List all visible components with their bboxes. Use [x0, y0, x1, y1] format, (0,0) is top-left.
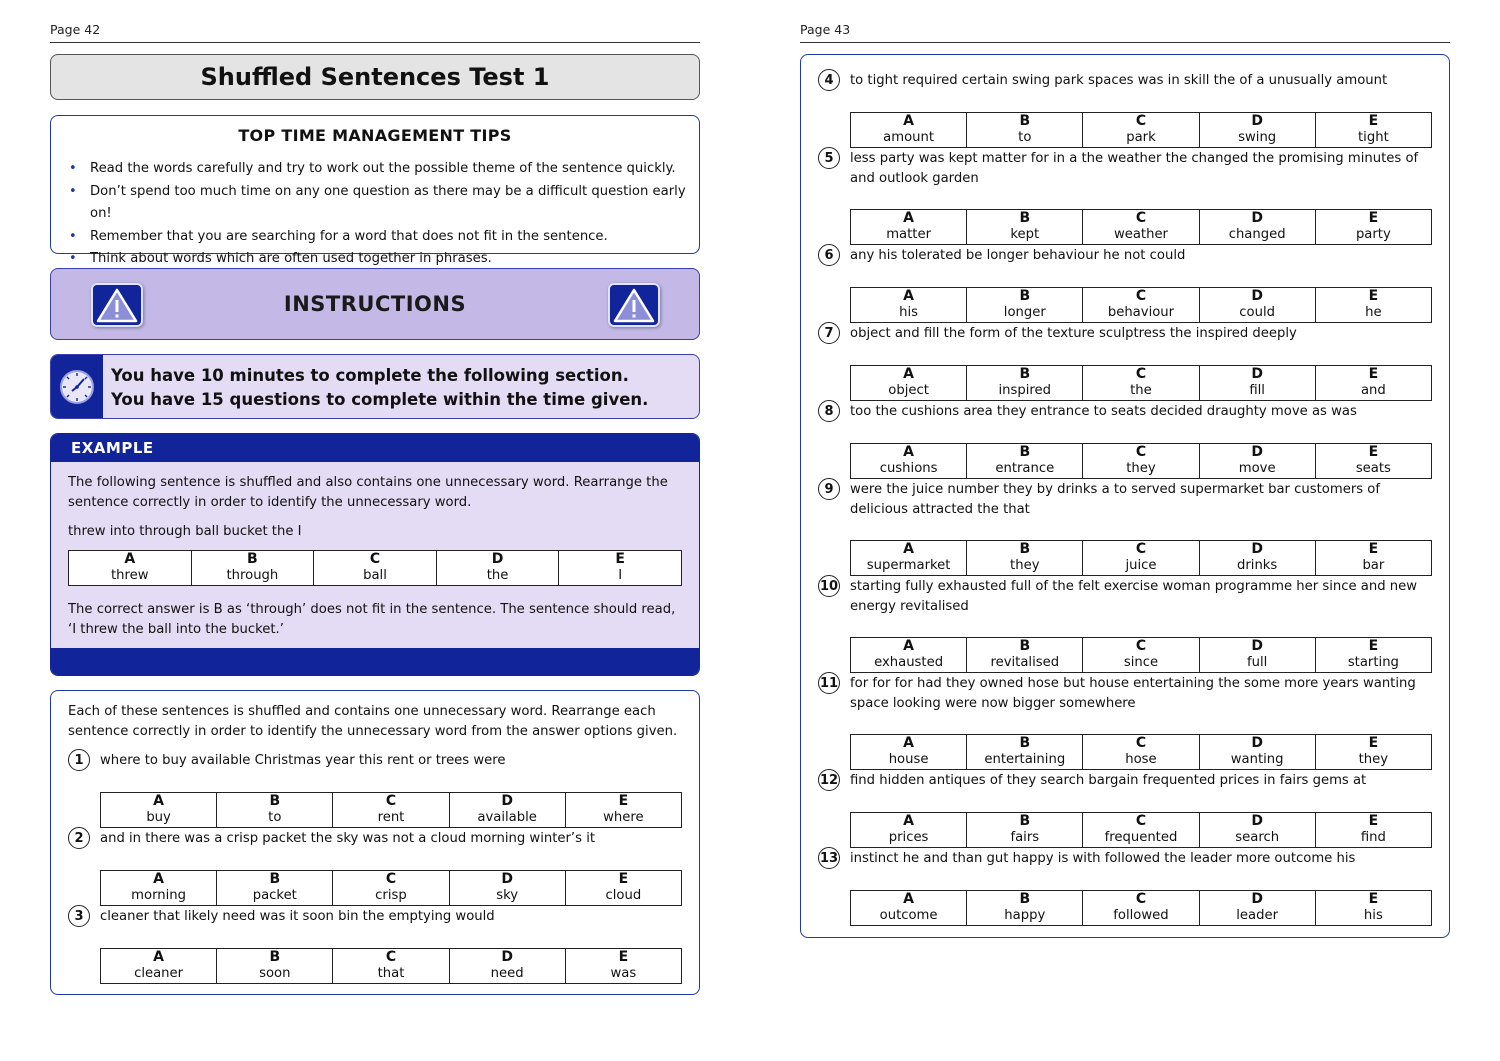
- option-letter: A: [69, 551, 192, 568]
- question-sentence: where to buy available Christmas year this rent or trees were: [100, 753, 506, 768]
- option-letter: C: [314, 551, 437, 568]
- question-sentence: any his tolerated be longer behaviour he not could: [850, 248, 1186, 263]
- option-letter: D: [1199, 638, 1315, 655]
- tip-item: • Read the words carefully and try to work out the possible theme of the sentence quickly.: [69, 158, 689, 181]
- option-letter: B: [967, 366, 1083, 383]
- option-letter: B: [967, 444, 1083, 461]
- option-letter: D: [1199, 735, 1315, 752]
- option-letter: D: [449, 871, 565, 888]
- question-sentence: cleaner that likely need was it soon bin the emptying would: [100, 909, 495, 924]
- option-letter: E: [565, 871, 681, 888]
- option-word: threw: [69, 568, 192, 586]
- bullet-icon: •: [69, 183, 77, 199]
- option-letter: D: [449, 793, 565, 810]
- option-word[interactable]: seats: [1315, 461, 1431, 479]
- option-word[interactable]: sky: [449, 888, 565, 906]
- option-letter: D: [1199, 444, 1315, 461]
- option-word[interactable]: followed: [1083, 908, 1199, 926]
- answer-options-table: [850, 540, 1432, 576]
- question-sentence: find hidden antiques of they search bargain frequented prices in fairs gems at: [850, 773, 1367, 788]
- question-sentence: to tight required certain swing park spaces was in skill the of a unusually amount: [850, 73, 1388, 88]
- option-word: through: [191, 568, 314, 586]
- example-intro: The following sentence is shuffled and also contains one unnecessary word. Rearrange the sentence correctly in order to identify the unnecessary word.: [68, 475, 668, 510]
- example-answer-explanation: The correct answer is B as ‘through’ does not fit in the sentence. The sentence should read, ‘I threw the ball into the bucket.’: [68, 602, 676, 637]
- option-word[interactable]: cleaner: [101, 966, 217, 984]
- clock-tab: [51, 355, 103, 418]
- option-word: I: [559, 568, 682, 586]
- option-word[interactable]: find: [1315, 830, 1431, 848]
- question-number: 7: [818, 322, 840, 344]
- option-word[interactable]: object: [851, 383, 967, 401]
- example-answer-table: [68, 550, 682, 586]
- option-word[interactable]: move: [1199, 461, 1315, 479]
- option-letter: B: [217, 949, 333, 966]
- option-word[interactable]: that: [333, 966, 449, 984]
- option-letter: C: [333, 793, 449, 810]
- option-word[interactable]: full: [1199, 655, 1315, 673]
- option-word[interactable]: kept: [967, 227, 1083, 245]
- option-letter: E: [1315, 735, 1431, 752]
- question-sentence: were the juice number they by drinks a to served supermarket bar customers of delicious attracted the that: [850, 482, 1381, 517]
- answer-options-table: [850, 734, 1432, 770]
- option-word[interactable]: fairs: [967, 830, 1083, 848]
- option-word[interactable]: swing: [1199, 130, 1315, 148]
- option-word[interactable]: they: [1083, 461, 1199, 479]
- option-word[interactable]: leader: [1199, 908, 1315, 926]
- option-word[interactable]: exhausted: [851, 655, 967, 673]
- option-word[interactable]: since: [1083, 655, 1199, 673]
- option-letter: D: [436, 551, 559, 568]
- option-word[interactable]: he: [1315, 305, 1431, 323]
- questions-box-left: [50, 690, 700, 995]
- option-letter: B: [191, 551, 314, 568]
- option-word[interactable]: behaviour: [1083, 305, 1199, 323]
- option-word[interactable]: inspired: [967, 383, 1083, 401]
- option-word[interactable]: the: [1083, 383, 1199, 401]
- option-letter: D: [449, 949, 565, 966]
- option-word[interactable]: amount: [851, 130, 967, 148]
- tips-list: [69, 158, 689, 271]
- option-word[interactable]: cushions: [851, 461, 967, 479]
- option-letter: A: [851, 366, 967, 383]
- option-letter: A: [101, 949, 217, 966]
- option-letter: D: [1199, 541, 1315, 558]
- option-letter: C: [1083, 288, 1199, 305]
- answer-options-table: [850, 443, 1432, 479]
- question-sentence: object and fill the form of the texture sculptress the inspired deeply: [850, 326, 1297, 341]
- option-letter: C: [1083, 113, 1199, 130]
- question-number: 5: [818, 147, 840, 169]
- option-word[interactable]: prices: [851, 830, 967, 848]
- option-letter: E: [1315, 444, 1431, 461]
- tips-heading: TOP TIME MANAGEMENT TIPS: [238, 126, 512, 145]
- example-sentence: threw into through ball bucket the I: [68, 524, 302, 539]
- option-letter: A: [101, 871, 217, 888]
- page-number-right: Page 43: [800, 22, 851, 37]
- questions-intro: Each of these sentences is shuffled and contains one unnecessary word. Rearrange each sentence correctly in order to identify the unnecessary word from the answer options given.: [68, 704, 678, 739]
- option-letter: E: [1315, 366, 1431, 383]
- option-word[interactable]: weather: [1083, 227, 1199, 245]
- option-letter: A: [851, 813, 967, 830]
- option-letter: D: [1199, 891, 1315, 908]
- option-word[interactable]: changed: [1199, 227, 1315, 245]
- option-letter: A: [101, 793, 217, 810]
- question-sentence: less party was kept matter for in a the weather the changed the promising minutes of and outlook garden: [850, 151, 1419, 186]
- option-word[interactable]: drinks: [1199, 558, 1315, 576]
- answer-options-table: [850, 637, 1432, 673]
- option-letter: B: [967, 735, 1083, 752]
- question-number: 6: [818, 244, 840, 266]
- option-word[interactable]: entrance: [967, 461, 1083, 479]
- option-word[interactable]: buy: [101, 810, 217, 828]
- clock-icon: [58, 368, 96, 406]
- question-number: 13: [818, 847, 840, 869]
- option-letter: B: [967, 288, 1083, 305]
- option-letter: D: [1199, 366, 1315, 383]
- option-word[interactable]: outcome: [851, 908, 967, 926]
- option-word[interactable]: his: [1315, 908, 1431, 926]
- bullet-icon: •: [69, 228, 77, 244]
- option-word[interactable]: starting: [1315, 655, 1431, 673]
- option-word[interactable]: house: [851, 752, 967, 770]
- question-count-text: You have 15 questions to complete within the time given.: [111, 390, 649, 409]
- option-letter: C: [1083, 638, 1199, 655]
- option-word[interactable]: and: [1315, 383, 1431, 401]
- option-word[interactable]: soon: [217, 966, 333, 984]
- question-number: 10: [818, 575, 840, 597]
- option-letter: B: [967, 541, 1083, 558]
- answer-options-table: [850, 287, 1432, 323]
- option-word[interactable]: frequented: [1083, 830, 1199, 848]
- option-word[interactable]: rent: [333, 810, 449, 828]
- option-letter: C: [1083, 541, 1199, 558]
- option-letter: A: [851, 541, 967, 558]
- answer-options-table: [850, 112, 1432, 148]
- question-number: 12: [818, 769, 840, 791]
- option-word[interactable]: park: [1083, 130, 1199, 148]
- answer-options-table: [100, 948, 682, 984]
- option-word[interactable]: crisp: [333, 888, 449, 906]
- question-number: 11: [818, 672, 840, 694]
- answer-options-table: [850, 812, 1432, 848]
- question-sentence: and in there was a crisp packet the sky was not a cloud morning winter’s it: [100, 831, 596, 846]
- option-word[interactable]: search: [1199, 830, 1315, 848]
- option-letter: C: [1083, 891, 1199, 908]
- option-letter: A: [851, 444, 967, 461]
- answer-options-table: [850, 890, 1432, 926]
- bullet-icon: •: [69, 161, 77, 176]
- tip-item: • Think about words which are often used together in phrases.: [69, 248, 689, 271]
- option-letter: B: [967, 210, 1083, 227]
- option-word[interactable]: entertaining: [967, 752, 1083, 770]
- option-letter: B: [967, 891, 1083, 908]
- option-letter: E: [1315, 891, 1431, 908]
- option-letter: D: [1199, 813, 1315, 830]
- option-letter: C: [1083, 210, 1199, 227]
- option-letter: C: [333, 871, 449, 888]
- option-word[interactable]: available: [449, 810, 565, 828]
- option-word[interactable]: morning: [101, 888, 217, 906]
- option-word[interactable]: to: [967, 130, 1083, 148]
- option-letter: D: [1199, 288, 1315, 305]
- example-heading: EXAMPLE: [51, 434, 699, 462]
- option-letter: B: [967, 113, 1083, 130]
- instructions-banner: [50, 268, 700, 340]
- option-letter: E: [1315, 541, 1431, 558]
- option-word[interactable]: wanting: [1199, 752, 1315, 770]
- option-word[interactable]: they: [1315, 752, 1431, 770]
- option-word[interactable]: his: [851, 305, 967, 323]
- instructions-heading: INSTRUCTIONS: [283, 292, 467, 316]
- option-word[interactable]: could: [1199, 305, 1315, 323]
- option-letter: E: [565, 793, 681, 810]
- question-number: 4: [818, 69, 840, 91]
- question-number: 1: [68, 749, 90, 771]
- option-letter: E: [1315, 210, 1431, 227]
- header-rule-left: [50, 42, 700, 43]
- option-letter: A: [851, 735, 967, 752]
- option-letter: D: [1199, 113, 1315, 130]
- option-word: the: [436, 568, 559, 586]
- header-rule-right: [800, 42, 1450, 43]
- option-word[interactable]: juice: [1083, 558, 1199, 576]
- option-letter: E: [1315, 638, 1431, 655]
- example-box: [50, 433, 700, 676]
- question-number: 9: [818, 478, 840, 500]
- option-letter: E: [1315, 113, 1431, 130]
- time-limit-text: You have 10 minutes to complete the following section.: [111, 366, 629, 385]
- option-word[interactable]: cloud: [565, 888, 681, 906]
- option-word[interactable]: packet: [217, 888, 333, 906]
- answer-options-table: [850, 365, 1432, 401]
- question-number: 8: [818, 400, 840, 422]
- option-word[interactable]: hose: [1083, 752, 1199, 770]
- option-letter: A: [851, 210, 967, 227]
- option-word[interactable]: where: [565, 810, 681, 828]
- option-letter: A: [851, 113, 967, 130]
- test-title: Shuffled Sentences Test 1: [50, 54, 700, 100]
- option-letter: E: [559, 551, 682, 568]
- question-sentence: starting fully exhausted full of the felt exercise woman programme her since and new energy revitalised: [850, 579, 1418, 614]
- option-letter: E: [565, 949, 681, 966]
- option-word[interactable]: supermarket: [851, 558, 967, 576]
- option-word[interactable]: fill: [1199, 383, 1315, 401]
- tip-item: • Don’t spend too much time on any one question as there may be a difficult question early on!: [69, 181, 689, 226]
- question-sentence: too the cushions area they entrance to seats decided draughty move as was: [850, 404, 1357, 419]
- option-word[interactable]: was: [565, 966, 681, 984]
- option-letter: E: [1315, 288, 1431, 305]
- option-letter: B: [217, 871, 333, 888]
- option-letter: B: [967, 813, 1083, 830]
- tips-box: [50, 115, 700, 266]
- option-letter: C: [1083, 735, 1199, 752]
- question-number: 3: [68, 905, 90, 927]
- option-word[interactable]: bar: [1315, 558, 1431, 576]
- questions-box-right: [800, 54, 1450, 938]
- warning-triangle-icon: [91, 283, 143, 327]
- option-word: ball: [314, 568, 437, 586]
- option-word[interactable]: need: [449, 966, 565, 984]
- answer-options-table: [850, 209, 1432, 245]
- option-word[interactable]: revitalised: [967, 655, 1083, 673]
- option-letter: C: [1083, 444, 1199, 461]
- page-number-left: Page 42: [50, 22, 101, 37]
- warning-triangle-icon: [608, 283, 660, 327]
- example-footer-bar: [51, 648, 699, 675]
- time-limit-box: [50, 354, 700, 419]
- option-word[interactable]: tight: [1315, 130, 1431, 148]
- option-letter: C: [1083, 366, 1199, 383]
- option-word[interactable]: happy: [967, 908, 1083, 926]
- option-word[interactable]: party: [1315, 227, 1431, 245]
- option-letter: B: [217, 793, 333, 810]
- option-word[interactable]: longer: [967, 305, 1083, 323]
- option-word[interactable]: to: [217, 810, 333, 828]
- option-letter: A: [851, 288, 967, 305]
- option-letter: C: [1083, 813, 1199, 830]
- option-letter: D: [1199, 210, 1315, 227]
- answer-options-table: [100, 792, 682, 828]
- tip-item: • Remember that you are searching for a word that does not fit in the sentence.: [69, 226, 689, 249]
- option-letter: A: [851, 638, 967, 655]
- question-number: 2: [68, 827, 90, 849]
- option-letter: B: [967, 638, 1083, 655]
- question-sentence: for for for had they owned hose but house entertaining the some more years wanting space looking were now bigger somewhere: [850, 676, 1416, 711]
- option-letter: C: [333, 949, 449, 966]
- question-sentence: instinct he and than gut happy is with followed the leader more outcome his: [850, 851, 1356, 866]
- option-word[interactable]: they: [967, 558, 1083, 576]
- answer-options-table: [100, 870, 682, 906]
- option-letter: A: [851, 891, 967, 908]
- bullet-icon: •: [69, 251, 77, 266]
- option-letter: E: [1315, 813, 1431, 830]
- option-word[interactable]: matter: [851, 227, 967, 245]
